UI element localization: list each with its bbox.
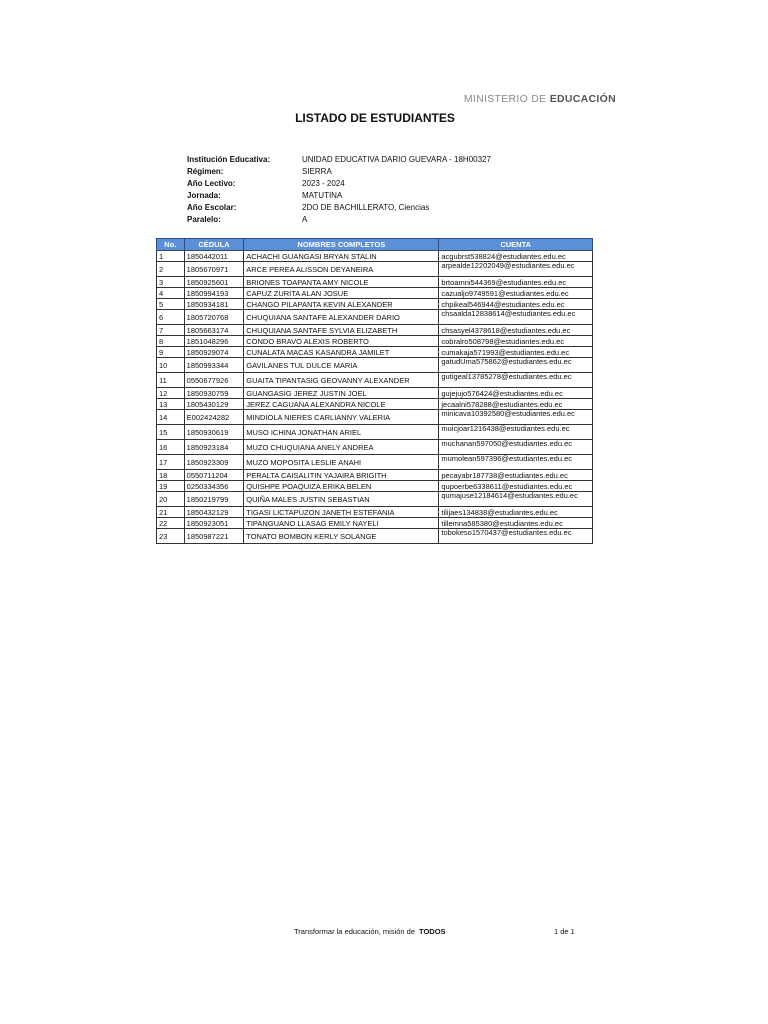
table-row <box>157 492 593 507</box>
table-row <box>157 262 593 277</box>
row-number: 6 <box>157 310 185 325</box>
row-cedula: 1850929074 <box>184 347 244 358</box>
info-value: MATUTINA <box>302 190 343 200</box>
row-nombre: MUSO ICHINA JONATHAN ARIEL <box>244 425 439 440</box>
row-number: 20 <box>157 492 185 507</box>
row-cuenta: arpealde12202049@estudiantes.edu.ec <box>439 262 593 277</box>
info-value: SIERRA <box>302 166 332 176</box>
row-nombre: CONDO BRAVO ALEXIS ROBERTO <box>244 336 439 347</box>
row-nombre: MINDIOLA NIERES CARLIANNY VALERIA <box>244 410 439 425</box>
row-nombre: ARCE PEREA ALISSON DEYANEIRA <box>244 262 439 277</box>
table-row <box>157 507 593 518</box>
row-cuenta: qumajuse12184614@estudiantes.edu.ec <box>439 492 593 507</box>
row-number: 17 <box>157 455 185 470</box>
header-cuenta: CUENTA <box>439 239 593 251</box>
row-cuenta: muicjoar1216438@estudiantes.edu.ec <box>439 425 593 440</box>
row-nombre: QUISHPE POAQUIZA ERIKA BELEN <box>244 481 439 492</box>
row-nombre: TIGASI LICTAPUZON JANETH ESTEFANIA <box>244 507 439 518</box>
row-number: 16 <box>157 440 185 455</box>
table-row <box>157 455 593 470</box>
row-cedula: 1850923184 <box>184 440 244 455</box>
row-nombre: CUNALATA MACAS KASANDRA JAMILET <box>244 347 439 358</box>
footer <box>294 927 446 936</box>
info-label: Año Lectivo: <box>187 178 236 188</box>
table-row <box>157 325 593 336</box>
row-number: 1 <box>157 251 185 262</box>
row-number: 13 <box>157 399 185 410</box>
table-row <box>157 288 593 299</box>
table-row <box>157 425 593 440</box>
row-cedula: 1850432129 <box>184 507 244 518</box>
row-number: 4 <box>157 288 185 299</box>
row-cuenta: chsasyel4378618@estudiantes.edu.ec <box>439 325 593 336</box>
row-cuenta: tillemna585380@estudiantes.edu.ec <box>439 518 593 529</box>
row-cuenta: cazualjo9749591@estudiantes.edu.ec <box>439 288 593 299</box>
row-cuenta: muchanan597050@estudiantes.edu.ec <box>439 440 593 455</box>
row-number: 5 <box>157 299 185 310</box>
row-cedula: 1850993344 <box>184 358 244 373</box>
row-nombre: TIPANGUANO LLASAG EMILY NAYELI <box>244 518 439 529</box>
info-row <box>187 189 491 201</box>
info-value: UNIDAD EDUCATIVA DARIO GUEVARA - 18H00327 <box>302 154 491 164</box>
row-number: 21 <box>157 507 185 518</box>
row-number: 2 <box>157 262 185 277</box>
row-nombre: QUIÑA MALES JUSTIN SEBASTIAN <box>244 492 439 507</box>
row-number: 8 <box>157 336 185 347</box>
footer-bold: TODOS <box>419 927 446 936</box>
table-row <box>157 388 593 399</box>
row-number: 12 <box>157 388 185 399</box>
row-nombre: CHUQUIANA SANTAFE SYLVIA ELIZABETH <box>244 325 439 336</box>
table-row <box>157 358 593 373</box>
row-number: 3 <box>157 277 185 288</box>
table-row <box>157 440 593 455</box>
row-cuenta: gujejujo576424@estudiantes.edu.ec <box>439 388 593 399</box>
row-cedula: 1851048296 <box>184 336 244 347</box>
ministry-logo-light: MINISTERIO DE <box>463 93 550 105</box>
info-label: Año Escolar: <box>187 202 237 212</box>
row-number: 9 <box>157 347 185 358</box>
row-cedula: 1805663174 <box>184 325 244 336</box>
info-value: 2023 - 2024 <box>302 178 345 188</box>
row-nombre: TONATO BOMBON KERLY SOLANGE <box>244 529 439 544</box>
info-label: Jornada: <box>187 190 221 200</box>
row-nombre: CAPUZ ZURITA ALAN JOSUE <box>244 288 439 299</box>
row-nombre: BRIONES TOAPANTA AMY NICOLE <box>244 277 439 288</box>
row-cuenta: minicava10392580@estudiantes.edu.ec <box>439 410 593 425</box>
row-number: 23 <box>157 529 185 544</box>
table-row <box>157 518 593 529</box>
table-row <box>157 470 593 481</box>
table-row <box>157 529 593 544</box>
ministry-logo-bold: EDUCACIÓN <box>549 93 616 105</box>
info-value: 2DO DE BACHILLERATO, Ciencias <box>302 202 430 212</box>
row-number: 11 <box>157 373 185 388</box>
row-nombre: GUANGASIG JEREZ JUSTIN JOEL <box>244 388 439 399</box>
info-row <box>187 213 491 225</box>
row-cuenta: gutigeal13785278@estudiantes.edu.ec <box>439 373 593 388</box>
info-row <box>187 165 491 177</box>
header-nombres: NOMBRES COMPLETOS <box>244 239 439 251</box>
table-row <box>157 347 593 358</box>
row-cedula: 1850219799 <box>184 492 244 507</box>
row-nombre: CHUQUIANA SANTAFE ALEXANDER DARIO <box>244 310 439 325</box>
table-row <box>157 373 593 388</box>
info-label: Institución Educativa: <box>187 154 271 164</box>
row-cedula: 1805430129 <box>184 399 244 410</box>
row-number: 7 <box>157 325 185 336</box>
table-row <box>157 336 593 347</box>
row-cedula: 1850994193 <box>184 288 244 299</box>
table-row <box>157 299 593 310</box>
row-number: 15 <box>157 425 185 440</box>
row-nombre: GAVILANES TUL DULCE MARIA <box>244 358 439 373</box>
row-cuenta: tobokeso1570437@estudiantes.edu.ec <box>439 529 593 544</box>
info-row <box>187 153 491 165</box>
table-row <box>157 251 593 262</box>
row-cuenta: brtoamni544369@estudiantes.edu.ec <box>439 277 593 288</box>
row-number: 10 <box>157 358 185 373</box>
table-row <box>157 399 593 410</box>
table-header-row <box>157 239 593 251</box>
ministry-logo <box>464 93 616 105</box>
info-block <box>187 153 491 225</box>
row-cuenta: chsaalda12838614@estudiantes.edu.ec <box>439 310 593 325</box>
row-nombre: MUZO MOPOSITA LESLIE ANAHI <box>244 455 439 470</box>
row-cuenta: tilijaes134838@estudiantes.edu.ec <box>439 507 593 518</box>
row-cuenta: chpikeal546944@estudiantes.edu.ec <box>439 299 593 310</box>
row-nombre: JEREZ CAGUANA ALEXANDRA NICOLE <box>244 399 439 410</box>
row-cuenta: cobralro508798@estudiantes.edu.ec <box>439 336 593 347</box>
info-label: Paralelo: <box>187 214 221 224</box>
row-number: 14 <box>157 410 185 425</box>
table-row <box>157 310 593 325</box>
row-cedula: 0550711204 <box>184 470 244 481</box>
row-number: 19 <box>157 481 185 492</box>
table-row <box>157 410 593 425</box>
row-cedula: 1850923051 <box>184 518 244 529</box>
row-nombre: PERALTA CAISALITIN YAJAIRA BRIGITH <box>244 470 439 481</box>
footer-text: Transformar la educación, misión de <box>294 927 416 936</box>
page-title: LISTADO DE ESTUDIANTES <box>295 111 455 125</box>
table-row <box>157 481 593 492</box>
info-row <box>187 201 491 213</box>
table-row <box>157 277 593 288</box>
header-no: No. <box>157 239 185 251</box>
info-label: Régimen: <box>187 166 224 176</box>
row-cedula: 1850923309 <box>184 455 244 470</box>
row-cedula: 1850934181 <box>184 299 244 310</box>
row-cedula: 1850930759 <box>184 388 244 399</box>
header-cedula: CÉDULA <box>184 239 244 251</box>
row-number: 18 <box>157 470 185 481</box>
row-cedula: 0250334356 <box>184 481 244 492</box>
row-cuenta: mumolean597396@estudiantes.edu.ec <box>439 455 593 470</box>
row-cedula: 1850930619 <box>184 425 244 440</box>
row-cedula: 0550677926 <box>184 373 244 388</box>
row-nombre: GUAITA TIPANTASIG GEOVANNY ALEXANDER <box>244 373 439 388</box>
row-number: 22 <box>157 518 185 529</box>
row-cuenta: cumakaja571993@estudiantes.edu.ec <box>439 347 593 358</box>
row-nombre: MUZO CHUQUIANA ANELY ANDREA <box>244 440 439 455</box>
row-cuenta: qupoerbe6338611@estudiantes.edu.ec <box>439 481 593 492</box>
page-number: 1 de 1 <box>554 927 575 936</box>
info-value: A <box>302 214 308 224</box>
row-cuenta: gatudUma575862@estudiantes.edu.ec <box>439 358 593 373</box>
row-nombre: CHANGO PILAPANTA KEVIN ALEXANDER <box>244 299 439 310</box>
students-table <box>156 238 593 544</box>
row-nombre: ACHACHI GUANGASI BRYAN STALIN <box>244 251 439 262</box>
row-cuenta: acgubrst538824@estudiantes.edu.ec <box>439 251 593 262</box>
row-cedula: 1805670971 <box>184 262 244 277</box>
row-cedula: 1805720768 <box>184 310 244 325</box>
row-cedula: E002424282 <box>184 410 244 425</box>
row-cuenta: pecayabr187738@estudiantes.edu.ec <box>439 470 593 481</box>
row-cedula: 1850925601 <box>184 277 244 288</box>
info-row <box>187 177 491 189</box>
row-cedula: 1850442011 <box>184 251 244 262</box>
row-cuenta: jecaalni578288@estudiantes.edu.ec <box>439 399 593 410</box>
row-cedula: 1850987221 <box>184 529 244 544</box>
